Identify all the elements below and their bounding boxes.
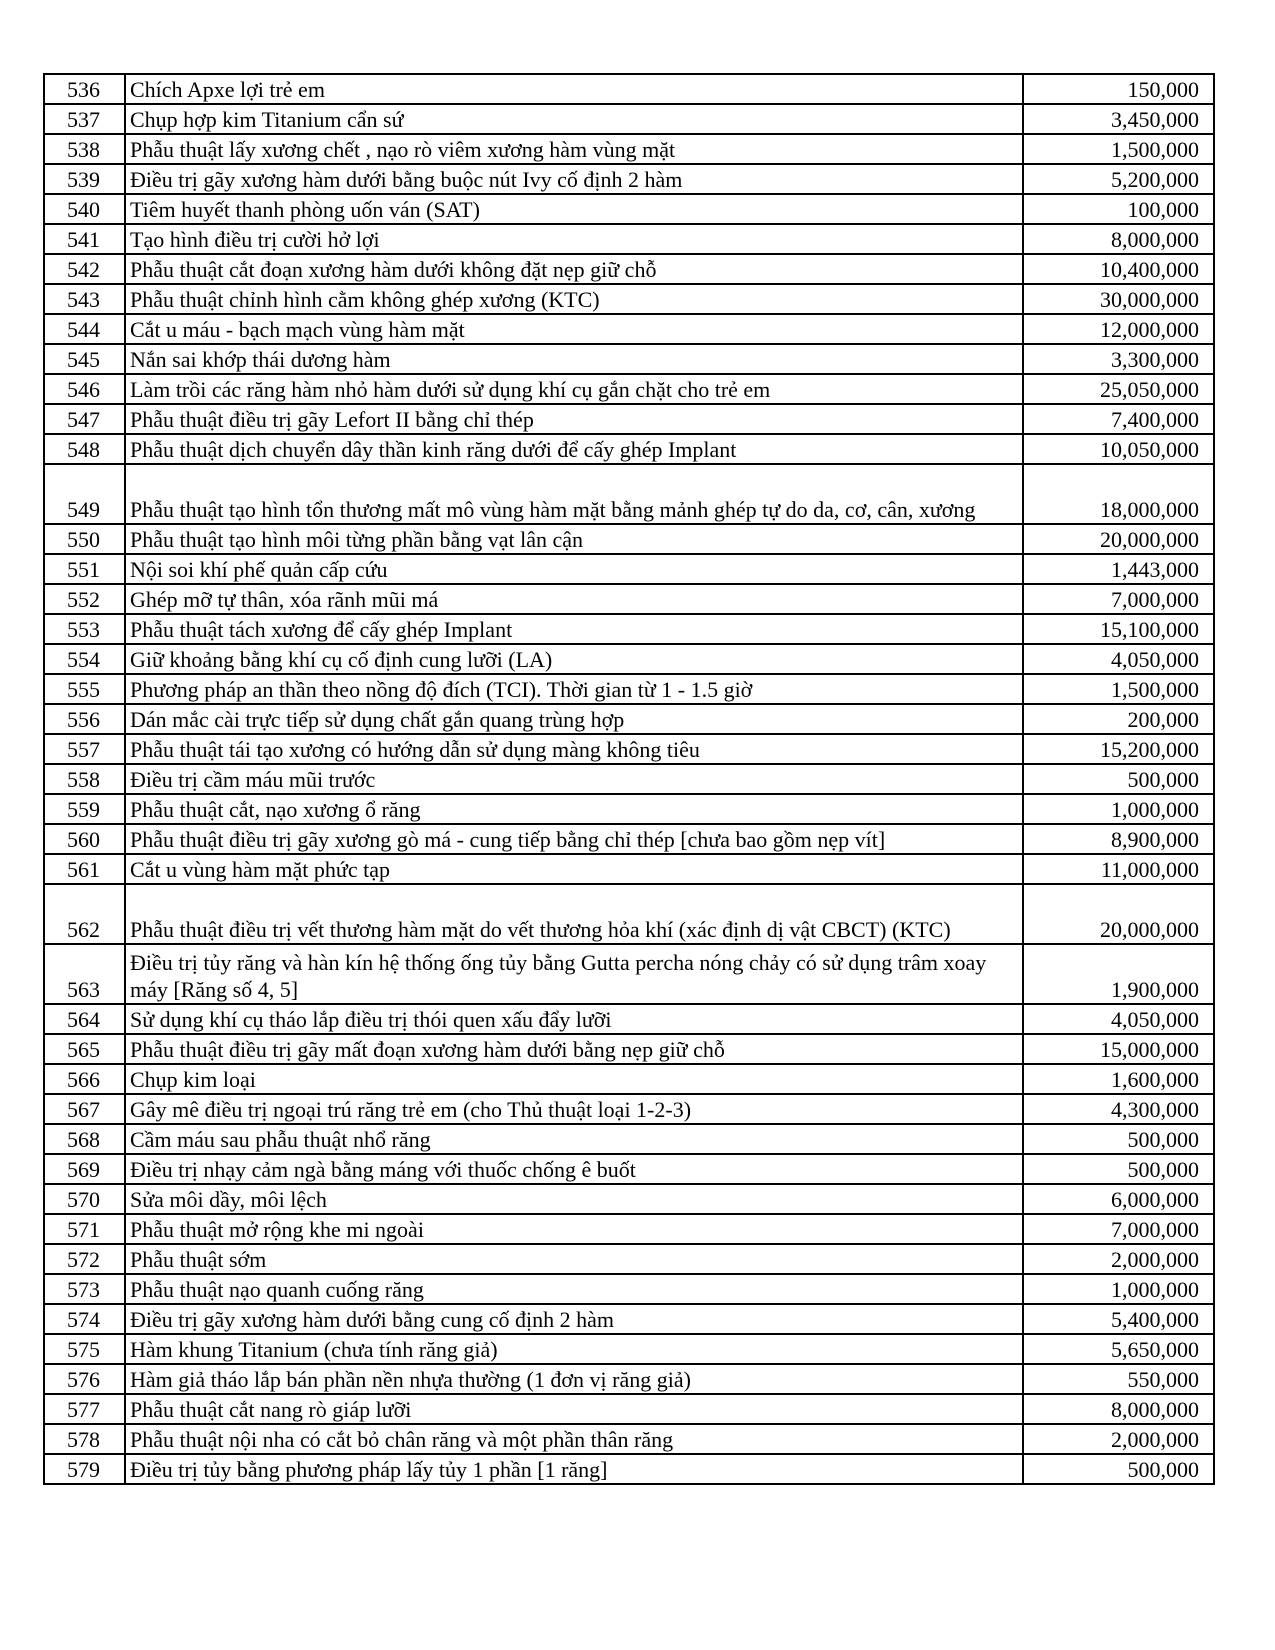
table-row	[44, 524, 1214, 554]
service-price: 4,050,000	[1023, 1004, 1214, 1034]
service-name: Sửa môi dầy, môi lệch	[125, 1184, 1023, 1214]
service-price: 1,443,000	[1023, 554, 1214, 584]
service-price: 10,050,000	[1023, 434, 1214, 464]
service-name: Phẫu thuật sớm	[125, 1244, 1023, 1274]
service-price: 25,050,000	[1023, 374, 1214, 404]
table-row	[44, 824, 1214, 854]
table-row	[44, 1424, 1214, 1454]
service-price: 7,000,000	[1023, 1214, 1214, 1244]
table-row	[44, 134, 1214, 164]
service-name: Cắt u máu - bạch mạch vùng hàm mặt	[125, 314, 1023, 344]
row-number: 549	[44, 464, 125, 524]
row-number: 537	[44, 104, 125, 134]
service-name: Nắn sai khớp thái dương hàm	[125, 344, 1023, 374]
row-number: 559	[44, 794, 125, 824]
row-number: 569	[44, 1154, 125, 1184]
table-row	[44, 704, 1214, 734]
price-table	[43, 73, 1215, 1485]
row-number: 557	[44, 734, 125, 764]
service-name: Phẫu thuật cắt đoạn xương hàm dưới không đặt nẹp giữ chỗ	[125, 254, 1023, 284]
table-row	[44, 254, 1214, 284]
service-price: 3,300,000	[1023, 344, 1214, 374]
row-number: 540	[44, 194, 125, 224]
service-price: 7,400,000	[1023, 404, 1214, 434]
table-row	[44, 464, 1214, 524]
table-row	[44, 1094, 1214, 1124]
row-number: 553	[44, 614, 125, 644]
service-price: 30,000,000	[1023, 284, 1214, 314]
row-number: 568	[44, 1124, 125, 1154]
service-price: 4,050,000	[1023, 644, 1214, 674]
row-number: 547	[44, 404, 125, 434]
table-row	[44, 1184, 1214, 1214]
table-row	[44, 764, 1214, 794]
row-number: 544	[44, 314, 125, 344]
service-name: Phẫu thuật điều trị vết thương hàm mặt do vết thương hỏa khí (xác định dị vật CBCT) (KTC)	[125, 884, 1023, 944]
row-number: 575	[44, 1334, 125, 1364]
service-name: Gây mê điều trị ngoại trú răng trẻ em (cho Thủ thuật loại 1-2-3)	[125, 1094, 1023, 1124]
row-number: 566	[44, 1064, 125, 1094]
table-row	[44, 1004, 1214, 1034]
service-name: Chụp hợp kim Titanium cẩn sứ	[125, 104, 1023, 134]
table-row	[44, 854, 1214, 884]
table-row	[44, 1154, 1214, 1184]
service-name: Giữ khoảng bằng khí cụ cố định cung lưỡi (LA)	[125, 644, 1023, 674]
service-name: Hàm khung Titanium (chưa tính răng giả)	[125, 1334, 1023, 1364]
service-name: Phẫu thuật lấy xương chết , nạo rò viêm xương hàm vùng mặt	[125, 134, 1023, 164]
table-row	[44, 1274, 1214, 1304]
service-name: Phẫu thuật điều trị gãy xương gò má - cung tiếp bằng chỉ thép [chưa bao gồm nẹp vít]	[125, 824, 1023, 854]
table-row	[44, 1064, 1214, 1094]
service-name: Điều trị nhạy cảm ngà bằng máng với thuốc chống ê buốt	[125, 1154, 1023, 1184]
service-name: Dán mắc cài trực tiếp sử dụng chất gắn quang trùng hợp	[125, 704, 1023, 734]
service-price: 15,200,000	[1023, 734, 1214, 764]
row-number: 578	[44, 1424, 125, 1454]
service-price: 15,100,000	[1023, 614, 1214, 644]
service-price: 1,500,000	[1023, 134, 1214, 164]
service-price: 4,300,000	[1023, 1094, 1214, 1124]
service-name: Phẫu thuật điều trị gãy mất đoạn xương hàm dưới bằng nẹp giữ chỗ	[125, 1034, 1023, 1064]
service-price: 5,400,000	[1023, 1304, 1214, 1334]
table-row	[44, 734, 1214, 764]
row-number: 539	[44, 164, 125, 194]
service-name: Làm trồi các răng hàm nhỏ hàm dưới sử dụng khí cụ gắn chặt cho trẻ em	[125, 374, 1023, 404]
table-row	[44, 614, 1214, 644]
service-name: Phẫu thuật tạo hình tổn thương mất mô vùng hàm mặt bằng mảnh ghép tự do da, cơ, cân, xương	[125, 464, 1023, 524]
table-row	[44, 1304, 1214, 1334]
row-number: 556	[44, 704, 125, 734]
service-price: 6,000,000	[1023, 1184, 1214, 1214]
row-number: 563	[44, 944, 125, 1004]
service-name: Điều trị gãy xương hàm dưới bằng buộc nút Ivy cố định 2 hàm	[125, 164, 1023, 194]
row-number: 576	[44, 1364, 125, 1394]
table-row	[44, 164, 1214, 194]
row-number: 542	[44, 254, 125, 284]
service-name: Phẫu thuật tách xương để cấy ghép Implant	[125, 614, 1023, 644]
table-row	[44, 944, 1214, 1004]
row-number: 546	[44, 374, 125, 404]
service-name: Phẫu thuật cắt nang rò giáp lưỡi	[125, 1394, 1023, 1424]
service-price: 8,000,000	[1023, 224, 1214, 254]
service-price: 12,000,000	[1023, 314, 1214, 344]
service-price: 11,000,000	[1023, 854, 1214, 884]
service-price: 20,000,000	[1023, 884, 1214, 944]
row-number: 558	[44, 764, 125, 794]
service-name: Phẫu thuật cắt, nạo xương ổ răng	[125, 794, 1023, 824]
service-price: 7,000,000	[1023, 584, 1214, 614]
service-price: 10,400,000	[1023, 254, 1214, 284]
service-name: Phẫu thuật chỉnh hình cằm không ghép xương (KTC)	[125, 284, 1023, 314]
row-number: 567	[44, 1094, 125, 1124]
row-number: 541	[44, 224, 125, 254]
row-number: 577	[44, 1394, 125, 1424]
service-price: 8,000,000	[1023, 1394, 1214, 1424]
table-row	[44, 884, 1214, 944]
table-row	[44, 104, 1214, 134]
service-name: Phẫu thuật tạo hình môi từng phần bằng vạt lân cận	[125, 524, 1023, 554]
row-number: 548	[44, 434, 125, 464]
service-price: 18,000,000	[1023, 464, 1214, 524]
table-row	[44, 404, 1214, 434]
service-name: Phẫu thuật nội nha có cắt bỏ chân răng và một phần thân răng	[125, 1424, 1023, 1454]
service-name: Tiêm huyết thanh phòng uốn ván (SAT)	[125, 194, 1023, 224]
row-number: 538	[44, 134, 125, 164]
row-number: 554	[44, 644, 125, 674]
service-name: Điều trị tủy răng và hàn kín hệ thống ống tủy bằng Gutta percha nóng chảy có sử dụng trâm xoay máy [Răng số 4, 5]	[125, 944, 1023, 1004]
table-row	[44, 1334, 1214, 1364]
table-row	[44, 194, 1214, 224]
table-row	[44, 554, 1214, 584]
table-row	[44, 344, 1214, 374]
service-name: Cầm máu sau phẫu thuật nhổ răng	[125, 1124, 1023, 1154]
service-price: 500,000	[1023, 1124, 1214, 1154]
table-row	[44, 1394, 1214, 1424]
row-number: 572	[44, 1244, 125, 1274]
row-number: 545	[44, 344, 125, 374]
row-number: 550	[44, 524, 125, 554]
service-price: 5,650,000	[1023, 1334, 1214, 1364]
service-name: Phương pháp an thần theo nồng độ đích (TCI). Thời gian từ 1 - 1.5 giờ	[125, 674, 1023, 704]
service-price: 1,000,000	[1023, 1274, 1214, 1304]
service-price: 5,200,000	[1023, 164, 1214, 194]
service-name: Nội soi khí phế quản cấp cứu	[125, 554, 1023, 584]
service-price: 1,900,000	[1023, 944, 1214, 1004]
table-row	[44, 224, 1214, 254]
service-price: 8,900,000	[1023, 824, 1214, 854]
row-number: 561	[44, 854, 125, 884]
table-row	[44, 284, 1214, 314]
row-number: 573	[44, 1274, 125, 1304]
row-number: 574	[44, 1304, 125, 1334]
row-number: 570	[44, 1184, 125, 1214]
service-price: 1,000,000	[1023, 794, 1214, 824]
table-row	[44, 674, 1214, 704]
service-price: 100,000	[1023, 194, 1214, 224]
service-price: 500,000	[1023, 1454, 1214, 1484]
service-price: 1,600,000	[1023, 1064, 1214, 1094]
row-number: 564	[44, 1004, 125, 1034]
service-price: 150,000	[1023, 74, 1214, 104]
row-number: 536	[44, 74, 125, 104]
table-body	[44, 74, 1214, 1484]
row-number: 555	[44, 674, 125, 704]
service-price: 550,000	[1023, 1364, 1214, 1394]
service-name: Phẫu thuật mở rộng khe mi ngoài	[125, 1214, 1023, 1244]
service-name: Điều trị tủy bằng phương pháp lấy tủy 1 phần [1 răng]	[125, 1454, 1023, 1484]
table-row	[44, 374, 1214, 404]
table-row	[44, 1034, 1214, 1064]
service-price: 3,450,000	[1023, 104, 1214, 134]
row-number: 571	[44, 1214, 125, 1244]
service-price: 500,000	[1023, 764, 1214, 794]
table-row	[44, 794, 1214, 824]
service-name: Tạo hình điều trị cười hở lợi	[125, 224, 1023, 254]
row-number: 543	[44, 284, 125, 314]
row-number: 551	[44, 554, 125, 584]
row-number: 565	[44, 1034, 125, 1064]
table-row	[44, 314, 1214, 344]
service-name: Cắt u vùng hàm mặt phức tạp	[125, 854, 1023, 884]
table-row	[44, 644, 1214, 674]
service-name: Chụp kim loại	[125, 1064, 1023, 1094]
row-number: 552	[44, 584, 125, 614]
service-name: Phẫu thuật tái tạo xương có hướng dẫn sử dụng màng không tiêu	[125, 734, 1023, 764]
service-name: Điều trị cầm máu mũi trước	[125, 764, 1023, 794]
service-price: 20,000,000	[1023, 524, 1214, 554]
service-name: Phẫu thuật dịch chuyển dây thần kinh răng dưới để cấy ghép Implant	[125, 434, 1023, 464]
service-price: 2,000,000	[1023, 1424, 1214, 1454]
service-price: 2,000,000	[1023, 1244, 1214, 1274]
row-number: 562	[44, 884, 125, 944]
service-name: Điều trị gãy xương hàm dưới bằng cung cố định 2 hàm	[125, 1304, 1023, 1334]
table-row	[44, 74, 1214, 104]
table-row	[44, 1214, 1214, 1244]
table-row	[44, 584, 1214, 614]
service-name: Phẫu thuật điều trị gãy Lefort II bằng chỉ thép	[125, 404, 1023, 434]
row-number: 579	[44, 1454, 125, 1484]
service-price: 15,000,000	[1023, 1034, 1214, 1064]
service-price: 500,000	[1023, 1154, 1214, 1184]
table-row	[44, 1244, 1214, 1274]
table-row	[44, 1124, 1214, 1154]
service-name: Phẫu thuật nạo quanh cuống răng	[125, 1274, 1023, 1304]
service-price: 200,000	[1023, 704, 1214, 734]
service-name: Chích Apxe lợi trẻ em	[125, 74, 1023, 104]
table-row	[44, 1454, 1214, 1484]
service-name: Hàm giả tháo lắp bán phần nền nhựa thường (1 đơn vị răng giả)	[125, 1364, 1023, 1394]
service-name: Ghép mỡ tự thân, xóa rãnh mũi má	[125, 584, 1023, 614]
table-row	[44, 1364, 1214, 1394]
service-name: Sử dụng khí cụ tháo lắp điều trị thói quen xấu đẩy lưỡi	[125, 1004, 1023, 1034]
table-row	[44, 434, 1214, 464]
row-number: 560	[44, 824, 125, 854]
service-price: 1,500,000	[1023, 674, 1214, 704]
